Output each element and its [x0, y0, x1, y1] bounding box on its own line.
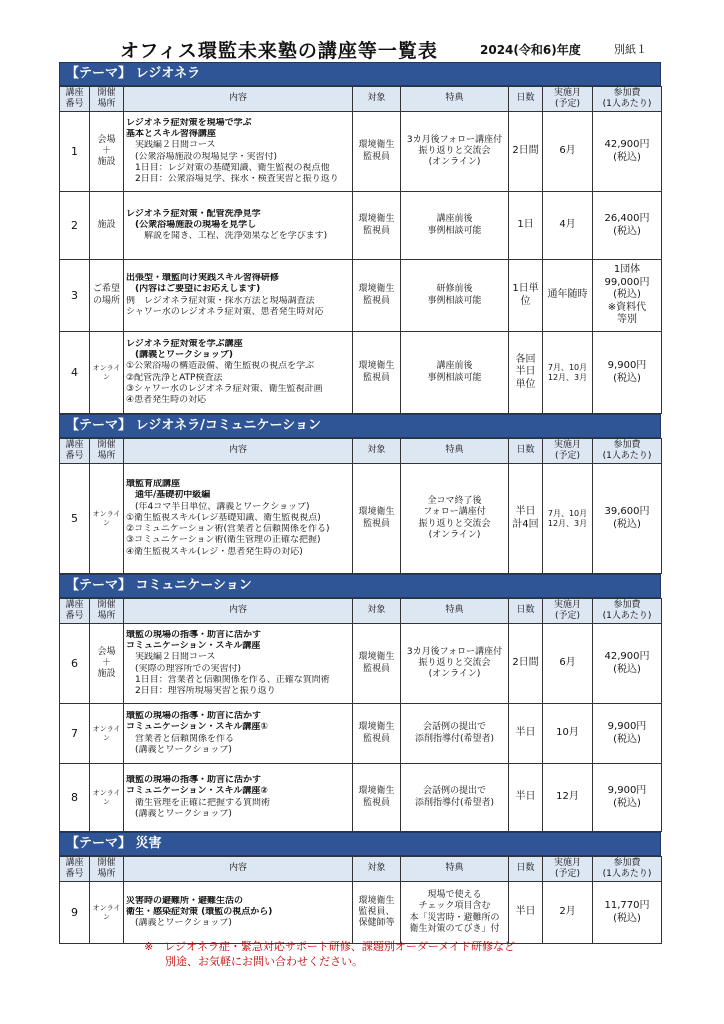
- theme-header: 【テーマ】 レジオネラ: [59, 62, 661, 86]
- fee: 42,900円 (税込): [593, 112, 662, 192]
- content-line: シャワー水のレジオネラ症対策、患者発生時対応: [126, 306, 324, 317]
- target-audience: 環境衛生 監視員: [353, 192, 401, 260]
- column-header: 特典: [401, 599, 509, 624]
- column-header: 開催 場所: [90, 599, 124, 624]
- content-line: ④衛生監視スキル(レジ・患者発生時の対応): [126, 546, 303, 557]
- column-header: 開催 場所: [90, 857, 124, 882]
- content-line: 1日目：営業者と信頼関係を作る、正確な質問術: [126, 674, 330, 685]
- venue: オンライン: [90, 332, 124, 414]
- benefit: 会話例の提出で 添削指導付(希望者): [401, 704, 509, 764]
- column-header-row: [60, 599, 662, 624]
- content-line: (実際の理容所での実習付): [126, 663, 242, 674]
- course-list: [59, 62, 661, 944]
- column-header: 日数: [509, 599, 543, 624]
- course-number: 5: [60, 464, 90, 574]
- column-header: 特典: [401, 87, 509, 112]
- course-content: [124, 260, 353, 332]
- benefit: 3カ月後フォロー講座付 振り返りと交流会 (オンライン): [401, 624, 509, 704]
- column-header: 日数: [509, 439, 543, 464]
- venue: オンライン: [90, 764, 124, 832]
- duration: 半日: [509, 764, 543, 832]
- target-audience: 環境衛生 監視員: [353, 704, 401, 764]
- schedule-month: 2月: [543, 882, 593, 944]
- column-header: 日数: [509, 857, 543, 882]
- duration: 半日 計4回: [509, 464, 543, 574]
- course-content: [124, 192, 353, 260]
- column-header: 内容: [124, 439, 353, 464]
- column-header-row: [60, 87, 662, 112]
- column-header: 参加費 (1人あたり): [593, 599, 662, 624]
- schedule-month: 7月、10月 12月、3月: [543, 332, 593, 414]
- schedule-month: 10月: [543, 704, 593, 764]
- column-header: 実施月 (予定): [543, 857, 593, 882]
- course-content: [124, 332, 353, 414]
- fee: 9,900円 (税込): [593, 332, 662, 414]
- target-audience: 環境衛生 監視員: [353, 464, 401, 574]
- schedule-month: 4月: [543, 192, 593, 260]
- fee: 9,900円 (税込): [593, 764, 662, 832]
- column-header: 特典: [401, 439, 509, 464]
- content-line: (公衆浴場施設の現場見学・実習付): [126, 151, 278, 162]
- content-line: 出張型・環監向け実践スキル習得研修: [126, 273, 279, 283]
- attachment-label: 別紙１: [614, 43, 647, 56]
- target-audience: 環境衛生 監視員: [353, 624, 401, 704]
- content-line: コミュニケーション・スキル講座: [126, 641, 261, 651]
- column-header: 実施月 (予定): [543, 599, 593, 624]
- content-line: コミュニケーション・スキル講座②: [126, 786, 268, 797]
- duration: 半日: [509, 882, 543, 944]
- course-content: [124, 882, 353, 944]
- content-line: 災害時の避難所・避難生活の: [126, 895, 244, 906]
- table-row: [60, 464, 662, 574]
- benefit: 全コマ終了後 フォロー講座付 振り返りと交流会 (オンライン): [401, 464, 509, 574]
- column-header: 講座 番号: [60, 439, 90, 464]
- course-table: [59, 856, 662, 944]
- table-row: [60, 624, 662, 704]
- fee: 9,900円 (税込): [593, 704, 662, 764]
- course-number: 7: [60, 704, 90, 764]
- column-header: 特典: [401, 857, 509, 882]
- content-line: 営業者と信頼関係を作る: [126, 733, 235, 744]
- course-content: [124, 764, 353, 832]
- column-header: 講座 番号: [60, 857, 90, 882]
- content-line: (講義とワークショップ): [126, 744, 232, 755]
- content-line: ①衛生監視スキル(レジ基礎知識、衛生監視視点): [126, 512, 321, 523]
- course-number: 1: [60, 112, 90, 192]
- column-header-row: [60, 439, 662, 464]
- footnote: [144, 940, 515, 970]
- course-table: [59, 86, 662, 414]
- content-line: (講義とワークショップ): [126, 918, 232, 929]
- content-line: ②配管洗浄とATP検査法: [126, 372, 223, 383]
- content-line: レジオネラ症対策を現場で学ぶ: [126, 117, 252, 128]
- duration: 各回 半日 単位: [509, 332, 543, 414]
- venue: 会場 ＋ 施設: [90, 624, 124, 704]
- duration: 1日: [509, 192, 543, 260]
- target-audience: 環境衛生 監視員: [353, 112, 401, 192]
- column-header: 開催 場所: [90, 439, 124, 464]
- content-line: 通年/基礎初中級編: [126, 490, 211, 501]
- content-line: 環監育成講座: [126, 479, 181, 490]
- theme-header: 【テーマ】 コミュニケーション: [59, 574, 661, 598]
- venue: オンライン: [90, 882, 124, 944]
- fee: 42,900円 (税込): [593, 624, 662, 704]
- column-header: 対象: [353, 599, 401, 624]
- content-line: 実践編２日間コース: [126, 652, 216, 663]
- page-title: オフィス環監未来塾の講座等一覧表: [120, 40, 438, 62]
- table-row: [60, 112, 662, 192]
- content-line: 実践編２日間コース: [126, 140, 216, 151]
- benefit: 現場で使える チェック項目含む 本「災害時・避難所の 衛生対策のてびき」付: [401, 882, 509, 944]
- fee: 1団体 99,000円 (税込) ※資料代 等別: [593, 260, 662, 332]
- content-line: (公衆浴場施設の現場を見学し: [126, 219, 257, 230]
- table-row: [60, 764, 662, 832]
- content-line: 環監の現場の指導・助言に活かす: [126, 629, 262, 640]
- venue: オンライン: [90, 464, 124, 574]
- schedule-month: 6月: [543, 112, 593, 192]
- content-line: 1日目：レジ対策の基礎知識、衛生監視の視点他: [126, 162, 330, 173]
- benefit: 研修前後 事例相談可能: [401, 260, 509, 332]
- page-header: [0, 36, 724, 62]
- column-header-row: [60, 857, 662, 882]
- column-header: 参加費 (1人あたり): [593, 439, 662, 464]
- fee: 11,770円 (税込): [593, 882, 662, 944]
- column-header: 実施月 (予定): [543, 439, 593, 464]
- content-line: (講義とワークショップ): [126, 808, 232, 819]
- schedule-month: 7月、10月 12月、3月: [543, 464, 593, 574]
- content-line: 環監の現場の指導・助言に活かす: [126, 775, 262, 785]
- duration: 半日: [509, 704, 543, 764]
- duration: 1日単 位: [509, 260, 543, 332]
- column-header: 対象: [353, 857, 401, 882]
- column-header: 内容: [124, 599, 353, 624]
- theme-header: 【テーマ】 災害: [59, 832, 661, 856]
- column-header: 実施月 (予定): [543, 87, 593, 112]
- content-line: コミュニケーション・スキル講座①: [126, 722, 268, 733]
- schedule-month: 通年随時: [543, 260, 593, 332]
- course-table: [59, 438, 662, 574]
- column-header: 参加費 (1人あたり): [593, 87, 662, 112]
- content-line: 例 レジオネラ症対策・採水方法と現場調査法: [126, 295, 315, 306]
- benefit: 会話例の提出で 添削指導付(希望者): [401, 764, 509, 832]
- theme-header: 【テーマ】 レジオネラ/コミュニケーション: [59, 414, 661, 438]
- footnote-mark: ※: [144, 940, 154, 953]
- target-audience: 環境衛生 監視員: [353, 260, 401, 332]
- content-line: ④患者発生時の対応: [126, 395, 207, 405]
- content-line: (講義とワークショップ): [126, 350, 234, 360]
- fiscal-year: 2024(令和6)年度: [480, 43, 581, 57]
- duration: 2日間: [509, 624, 543, 704]
- footnote-line-2: 別途、お気軽にお問い合わせください。: [165, 954, 363, 968]
- course-table: [59, 598, 662, 832]
- content-line: レジオネラ症対策・配管洗浄見学: [126, 208, 261, 219]
- schedule-month: 12月: [543, 764, 593, 832]
- course-content: [124, 624, 353, 704]
- course-number: 9: [60, 882, 90, 944]
- benefit: 3カ月後フォロー講座付 振り返りと交流会 (オンライン): [401, 112, 509, 192]
- venue: 会場 ＋ 施設: [90, 112, 124, 192]
- course-number: 6: [60, 624, 90, 704]
- course-content: [124, 112, 353, 192]
- table-row: [60, 704, 662, 764]
- column-header: 講座 番号: [60, 599, 90, 624]
- table-row: [60, 192, 662, 260]
- content-line: (年4コマ半日単位、講義とワークショップ): [126, 501, 310, 512]
- column-header: 日数: [509, 87, 543, 112]
- benefit: 講座前後 事例相談可能: [401, 332, 509, 414]
- course-number: 3: [60, 260, 90, 332]
- content-line: 2日目：理容所現場実習と振り返り: [126, 686, 276, 696]
- content-line: 衛生・感染症対策 (環監の視点から): [126, 906, 273, 917]
- column-header: 内容: [124, 87, 353, 112]
- content-line: ①公衆浴場の構造設備、衛生監視の視点を学ぶ: [126, 361, 315, 372]
- fee: 39,600円 (税込): [593, 464, 662, 574]
- content-line: 環監の現場の指導・助言に活かす: [126, 711, 262, 721]
- course-number: 4: [60, 332, 90, 414]
- column-header: 内容: [124, 857, 353, 882]
- column-header: 開催 場所: [90, 87, 124, 112]
- column-header: 参加費 (1人あたり): [593, 857, 662, 882]
- schedule-month: 6月: [543, 624, 593, 704]
- target-audience: 環境衛生 監視員、 保健師等: [353, 882, 401, 944]
- content-line: ②コミュニケーション術(営業者と信頼関係を作る): [126, 524, 330, 535]
- content-line: 衛生管理を正確に把握する質問術: [126, 797, 271, 808]
- content-line: 基本とスキル習得講座: [126, 129, 216, 139]
- column-header: 対象: [353, 439, 401, 464]
- column-header: 対象: [353, 87, 401, 112]
- benefit: 講座前後 事例相談可能: [401, 192, 509, 260]
- target-audience: 環境衛生 監視員: [353, 764, 401, 832]
- content-line: (内容はご要望にお応えします): [126, 284, 261, 295]
- content-line: 解説を聞き、工程、洗浄効果などを学びます): [126, 231, 328, 242]
- course-content: [124, 704, 353, 764]
- duration: 2日間: [509, 112, 543, 192]
- course-number: 8: [60, 764, 90, 832]
- content-line: ③コミュニケーション術(衛生管理の正確な把握): [126, 535, 321, 546]
- fee: 26,400円 (税込): [593, 192, 662, 260]
- content-line: 2日目：公衆浴場見学、採水・検査実習と振り返り: [126, 174, 339, 184]
- venue: ご希望 の場所: [90, 260, 124, 332]
- content-line: レジオネラ症対策を学ぶ講座: [126, 338, 243, 349]
- table-row: [60, 260, 662, 332]
- column-header: 講座 番号: [60, 87, 90, 112]
- venue: オンライン: [90, 704, 124, 764]
- footnote-line-1: レジオネラ症・緊急対応サポート研修、課題別オーダーメイド研修など: [164, 940, 516, 953]
- course-content: [124, 464, 353, 574]
- table-row: [60, 882, 662, 944]
- course-number: 2: [60, 192, 90, 260]
- table-row: [60, 332, 662, 414]
- content-line: ③シャワー水のレジオネラ症対策、衛生監視計画: [126, 383, 323, 394]
- target-audience: 環境衛生 監視員: [353, 332, 401, 414]
- venue: 施設: [90, 192, 124, 260]
